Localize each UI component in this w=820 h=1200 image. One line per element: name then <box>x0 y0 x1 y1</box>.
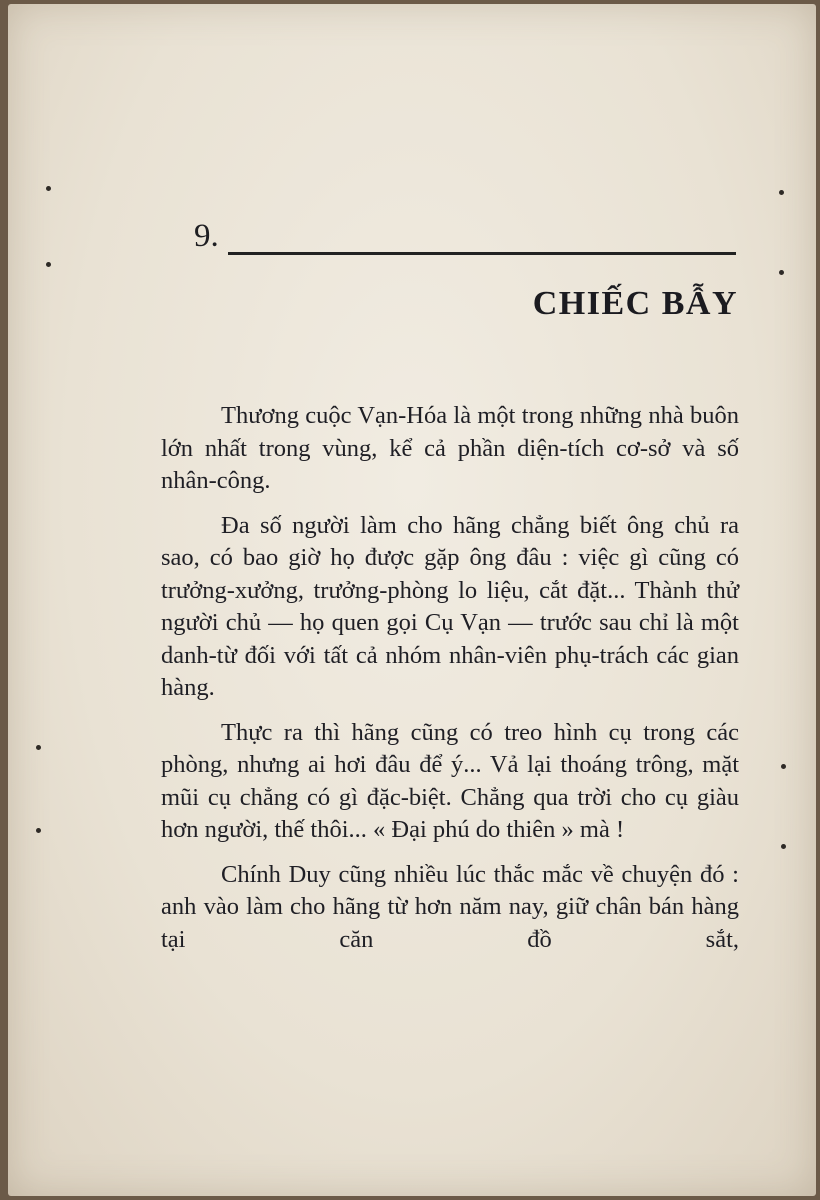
paragraph: Chính Duy cũng nhiều lúc thắc mắc về chuyện đó : anh vào làm cho hãng từ hơn năm nay, giữ chân bán hàng tại căn đồ sắt, <box>161 860 739 953</box>
paragraph: Đa số người làm cho hãng chẳng biết ông chủ ra sao, có bao giờ họ được gặp ông đâu : việc gì cũng có trưởng-xưởng, trưởng-phòng lo liệu, cắt đặt... Thành thử người chủ — họ quen gọi Cụ Vạn — trước sau chỉ là một danh-từ đối với tất cả nhóm nhân-viên phụ-trách các gian hàng. <box>161 511 739 701</box>
binding-hole <box>781 764 786 769</box>
paragraph: Thương cuộc Vạn-Hóa là một trong những nhà buôn lớn nhất trong vùng, kể cả phần diện-tích cơ-sở và số nhân-công. <box>161 402 739 494</box>
binding-hole <box>779 190 784 195</box>
chapter-number: 9. <box>194 218 219 254</box>
chapter-body <box>161 400 739 968</box>
binding-hole <box>781 844 786 849</box>
binding-hole <box>36 745 41 750</box>
book-page <box>8 4 816 1196</box>
binding-hole <box>779 270 784 275</box>
paragraph: Thực ra thì hãng cũng có treo hình cụ trong các phòng, nhưng ai hơi đâu để ý... Vả lại thoáng trông, mặt mũi cụ chẳng có gì đặc-biệt. Chẳng qua trời cho cụ giàu hơn người, thế thôi... « Đại phú do thiên » mà ! <box>161 718 739 843</box>
binding-hole <box>46 186 51 191</box>
chapter-divider <box>228 252 736 255</box>
binding-hole <box>46 262 51 267</box>
chapter-title: CHIẾC BẪY <box>532 285 738 322</box>
binding-hole <box>36 828 41 833</box>
